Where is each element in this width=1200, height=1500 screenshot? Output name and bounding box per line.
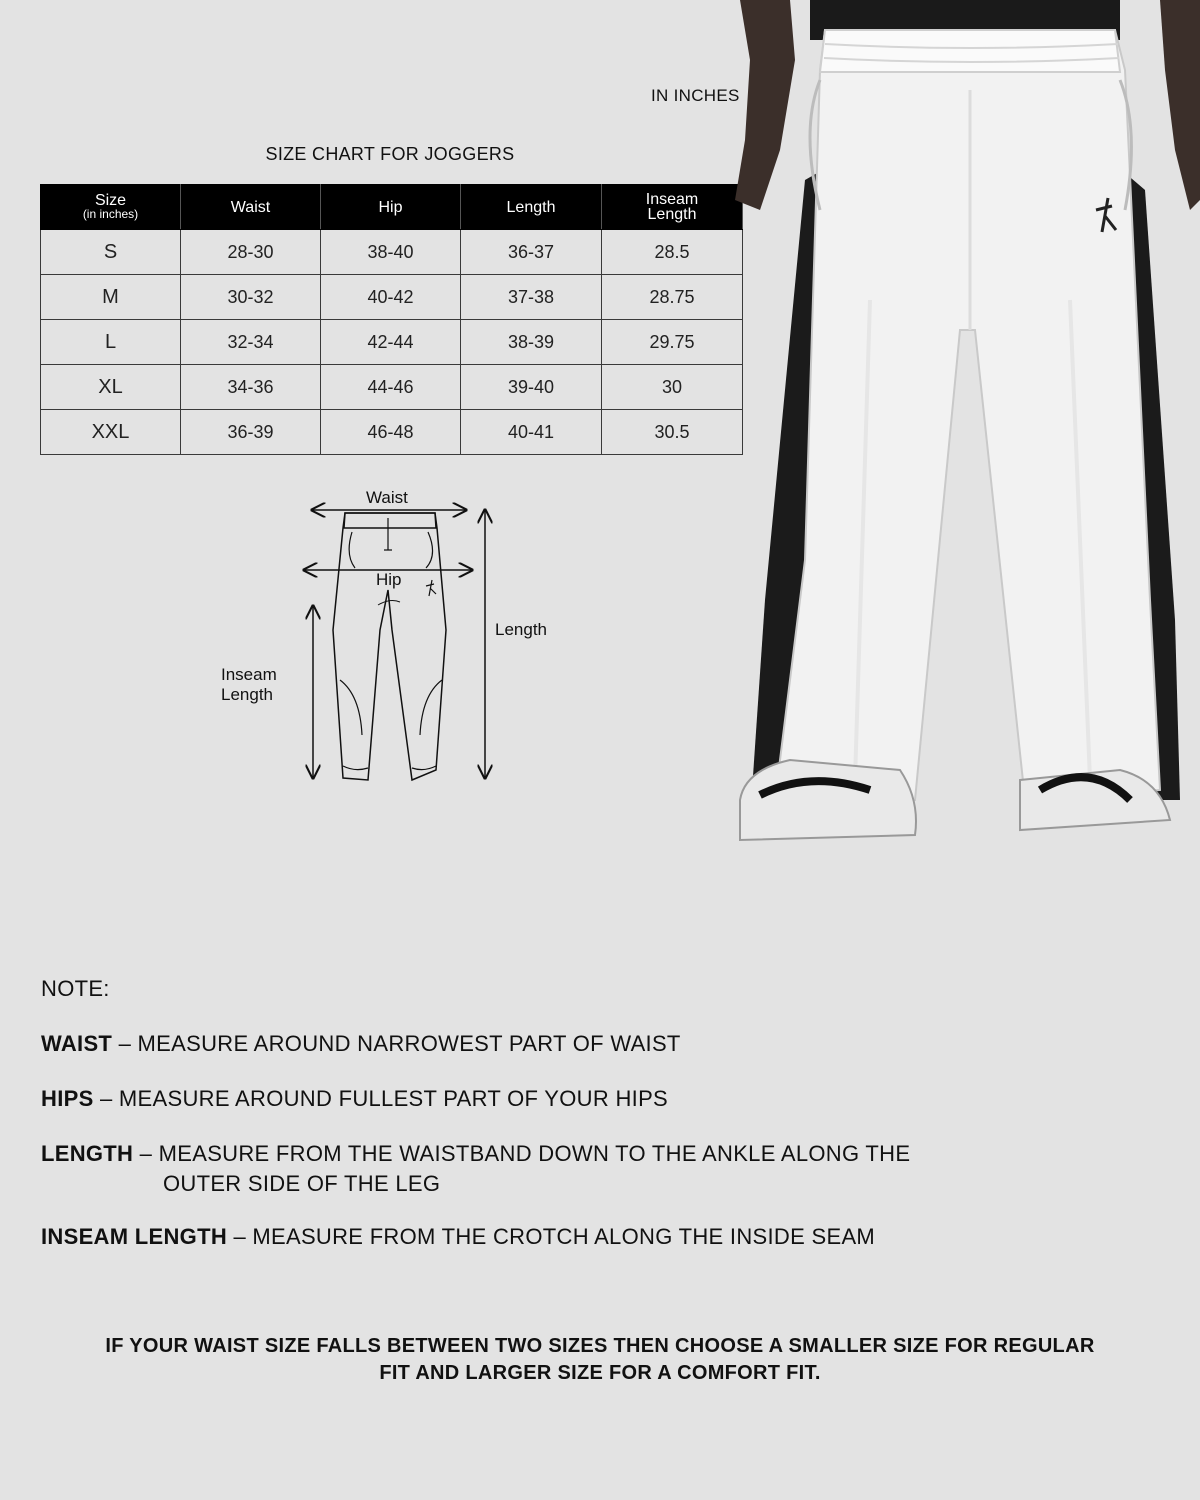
table-row bbox=[41, 320, 743, 365]
note-term: INSEAM LENGTH bbox=[41, 1224, 228, 1249]
note-term: HIPS bbox=[41, 1086, 94, 1111]
product-photo bbox=[720, 0, 1200, 850]
note-hips bbox=[41, 1086, 668, 1112]
fit-advice-line-2: FIT AND LARGER SIZE FOR A COMFORT FIT. bbox=[379, 1362, 821, 1384]
column-header-inseam: Inseam Length bbox=[602, 185, 743, 230]
inseam-label: Inseam bbox=[221, 665, 277, 684]
column-header-hip: Hip bbox=[321, 185, 461, 230]
note-length bbox=[41, 1141, 910, 1167]
length-cell: 39-40 bbox=[461, 365, 602, 410]
size-cell: M bbox=[41, 275, 181, 320]
measurement-diagram bbox=[200, 480, 580, 800]
table-row bbox=[41, 365, 743, 410]
chart-title: SIZE CHART FOR JOGGERS bbox=[265, 144, 515, 164]
hip-cell: 44-46 bbox=[321, 365, 461, 410]
column-header-waist: Waist bbox=[181, 185, 321, 230]
note-inseam bbox=[41, 1224, 875, 1250]
fit-advice-line-1: IF YOUR WAIST SIZE FALLS BETWEEN TWO SIZES THEN CHOOSE A SMALLER SIZE FOR REGULAR bbox=[105, 1335, 1095, 1357]
waist-cell: 28-30 bbox=[181, 230, 321, 275]
column-header-size: Size (in inches) bbox=[41, 185, 181, 230]
length-label: Length bbox=[495, 620, 547, 639]
note-length-continued: OUTER SIDE OF THE LEG bbox=[163, 1171, 441, 1196]
hip-cell: 42-44 bbox=[321, 320, 461, 365]
inseam-cell: 29.75 bbox=[602, 320, 743, 365]
hip-cell: 38-40 bbox=[321, 230, 461, 275]
column-header-length: Length bbox=[461, 185, 602, 230]
note-text: – MEASURE FROM THE CROTCH ALONG THE INSIDE SEAM bbox=[233, 1224, 876, 1249]
length-cell: 37-38 bbox=[461, 275, 602, 320]
note-text: – MEASURE FROM THE WAISTBAND DOWN TO THE ANKLE ALONG THE bbox=[139, 1141, 911, 1166]
table-row bbox=[41, 410, 743, 455]
size-cell: L bbox=[41, 320, 181, 365]
length-cell: 38-39 bbox=[461, 320, 602, 365]
units-label: IN INCHES bbox=[651, 86, 740, 105]
table-row bbox=[41, 230, 743, 275]
size-cell: S bbox=[41, 230, 181, 275]
note-waist bbox=[41, 1031, 681, 1057]
size-cell: XXL bbox=[41, 410, 181, 455]
joggers-outline-icon bbox=[200, 480, 580, 800]
note-text: – MEASURE AROUND FULLEST PART OF YOUR HIPS bbox=[99, 1086, 669, 1111]
hip-cell: 46-48 bbox=[321, 410, 461, 455]
table-row bbox=[41, 275, 743, 320]
inseam-cell: 30.5 bbox=[602, 410, 743, 455]
length-cell: 36-37 bbox=[461, 230, 602, 275]
length-cell: 40-41 bbox=[461, 410, 602, 455]
inseam-cell: 30 bbox=[602, 365, 743, 410]
note-text: – MEASURE AROUND NARROWEST PART OF WAIST bbox=[118, 1031, 681, 1056]
note-term: LENGTH bbox=[41, 1141, 134, 1166]
waist-cell: 36-39 bbox=[181, 410, 321, 455]
inseam-cell: 28.5 bbox=[602, 230, 743, 275]
hip-cell: 40-42 bbox=[321, 275, 461, 320]
notes-heading: NOTE: bbox=[41, 976, 110, 1001]
hip-label: Hip bbox=[376, 570, 402, 589]
inseam-label-2: Length bbox=[221, 685, 273, 704]
waist-cell: 32-34 bbox=[181, 320, 321, 365]
size-cell: XL bbox=[41, 365, 181, 410]
inseam-cell: 28.75 bbox=[602, 275, 743, 320]
waist-label: Waist bbox=[366, 488, 408, 507]
fit-advice bbox=[50, 1333, 1150, 1387]
waist-cell: 30-32 bbox=[181, 275, 321, 320]
table-header-row bbox=[41, 185, 743, 230]
size-table bbox=[40, 184, 743, 455]
waist-cell: 34-36 bbox=[181, 365, 321, 410]
note-term: WAIST bbox=[41, 1031, 113, 1056]
